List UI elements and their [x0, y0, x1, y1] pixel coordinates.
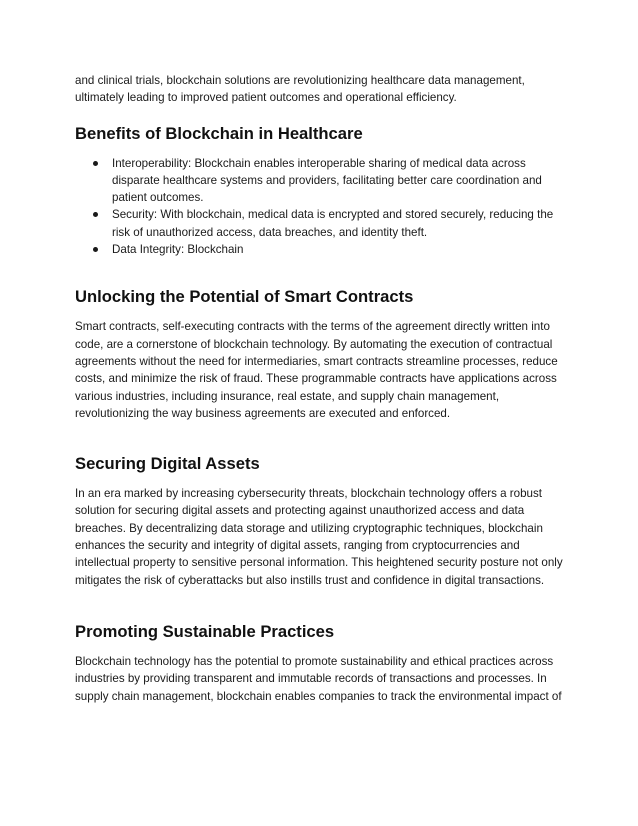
bullet-icon: [93, 247, 98, 252]
list-item: [75, 206, 565, 241]
list-item-text: Security: With blockchain, medical data is encrypted and stored securely, reducing the risk of unauthorized access, data breaches, and identity theft.: [112, 208, 554, 239]
benefits-heading: Benefits of Blockchain in Healthcare: [75, 123, 363, 143]
bullet-icon: [93, 161, 98, 166]
digital-assets-heading: Securing Digital Assets: [75, 454, 260, 474]
digital-assets-paragraph: In an era marked by increasing cybersecurity threats, blockchain technology offers a robust solution for securing digital assets and protecting against unauthorized access and data breaches. By decentralizing data storage and utilizing cryptographic techniques, blockchain enhances the security and integrity of digital assets, ranging from cryptocurrencies and intellectual property to sensitive personal information. This heightened security posture not only mitigates the risk of cyberattacks but also instills trust and confidence in digital transactions.: [75, 487, 563, 587]
document-page: [75, 72, 565, 705]
sustainable-practices-heading: Promoting Sustainable Practices: [75, 621, 335, 641]
bullet-icon: [93, 212, 98, 217]
smart-contracts-paragraph: Smart contracts, self-executing contracts with the terms of the agreement directly written into code, are a cornerstone of blockchain technology. By automating the execution of contractual agreements without the need for intermediaries, smart contracts streamline processes, reduce costs, and minimize the risk of fraud. These programmable contracts have applications across various industries, including insurance, real estate, and supply chain management, revolutionizing the way business agreements are executed and enforced.: [75, 320, 558, 420]
list-item-text: Interoperability: Blockchain enables interoperable sharing of medical data across disparate healthcare systems and providers, facilitating better care coordination and patient outcomes.: [112, 156, 542, 205]
intro-paragraph: and clinical trials, blockchain solutions are revolutionizing healthcare data management, ultimately leading to improved patient outcomes and operational efficiency.: [75, 74, 525, 105]
sustainable-practices-paragraph: Blockchain technology has the potential to promote sustainability and ethical practices across industries by providing transparent and immutable records of transactions and processes. In supply chain management, blockchain enables companies to track the environmental impact of: [75, 654, 562, 703]
list-item: [75, 241, 565, 258]
list-item-text: Data Integrity: Blockchain: [112, 243, 244, 257]
list-item: [75, 155, 565, 207]
smart-contracts-heading: Unlocking the Potential of Smart Contracts: [75, 287, 414, 307]
benefits-list: [75, 155, 565, 259]
